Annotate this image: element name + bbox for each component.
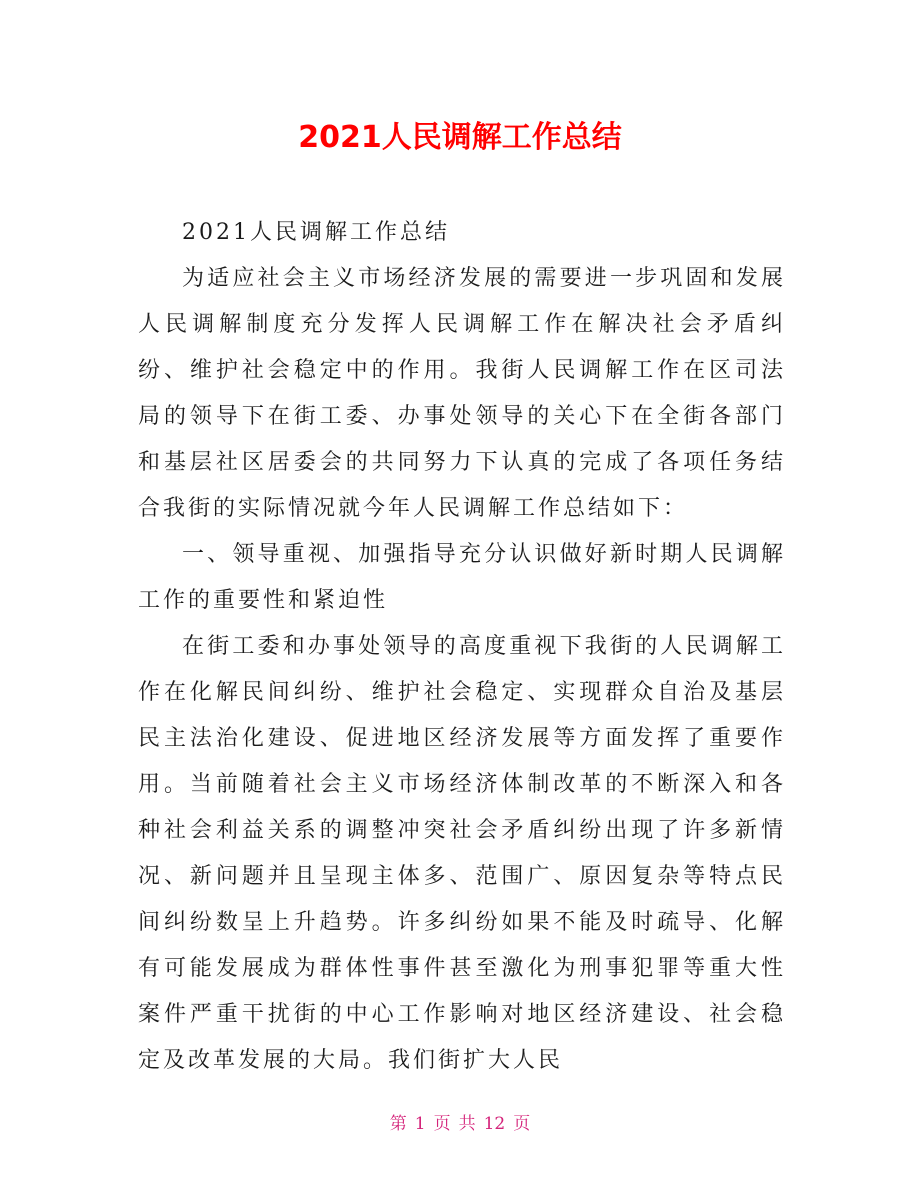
paragraph-body: 在街工委和办事处领导的高度重视下我街的人民调解工作在化解民间纠纷、维护社会稳定、实现群众自治及基层民主法治化建设、促进地区经济发展等方面发挥了重要作用。当前随着社会主义市场经济体制改革的不断深入和各种社会利益关系的调整冲突社会矛盾纠纷出现了许多新情况、新问题并且呈现主体多、范围广、原因复杂等特点民间纠纷数呈上升趋势。许多纠纷如果不能及时疏导、化解有可能发展成为群体性事件甚至激化为刑事犯罪等重大性案件严重干扰街的中心工作影响对地区经济建设、社会稳定及改革发展的大局。我们街扩大人民: [138, 634, 786, 1073]
paragraph-intro: 为适应社会主义市场经济发展的需要进一步巩固和发展人民调解制度充分发挥人民调解工作在解决社会矛盾纠纷、维护社会稳定中的作用。我街人民调解工作在区司法局的领导下在街工委、办事处领导的关心下在全街各部门和基层社区居委会的共同努力下认真的完成了各项任务结合我街的实际情况就今年人民调解工作总结如下：: [138, 266, 786, 521]
footer-total-prefix: 共: [458, 1114, 476, 1134]
footer-page-word: 页: [433, 1114, 451, 1134]
footer-total-pages: 12: [483, 1114, 506, 1134]
footer-prefix: 第: [389, 1114, 407, 1134]
page-footer: [0, 1112, 920, 1136]
document-title: 2021人民调解工作总结: [298, 120, 622, 155]
document-body: [138, 210, 786, 1084]
footer-current-page: 1: [414, 1114, 426, 1134]
paragraph-section-heading: 一、领导重视、加强指导充分认识做好新时期人民调解工作的重要性和紧迫性: [138, 542, 786, 613]
footer-total-suffix: 页: [513, 1114, 531, 1134]
paragraph-subtitle: 2021人民调解工作总结: [182, 220, 450, 245]
